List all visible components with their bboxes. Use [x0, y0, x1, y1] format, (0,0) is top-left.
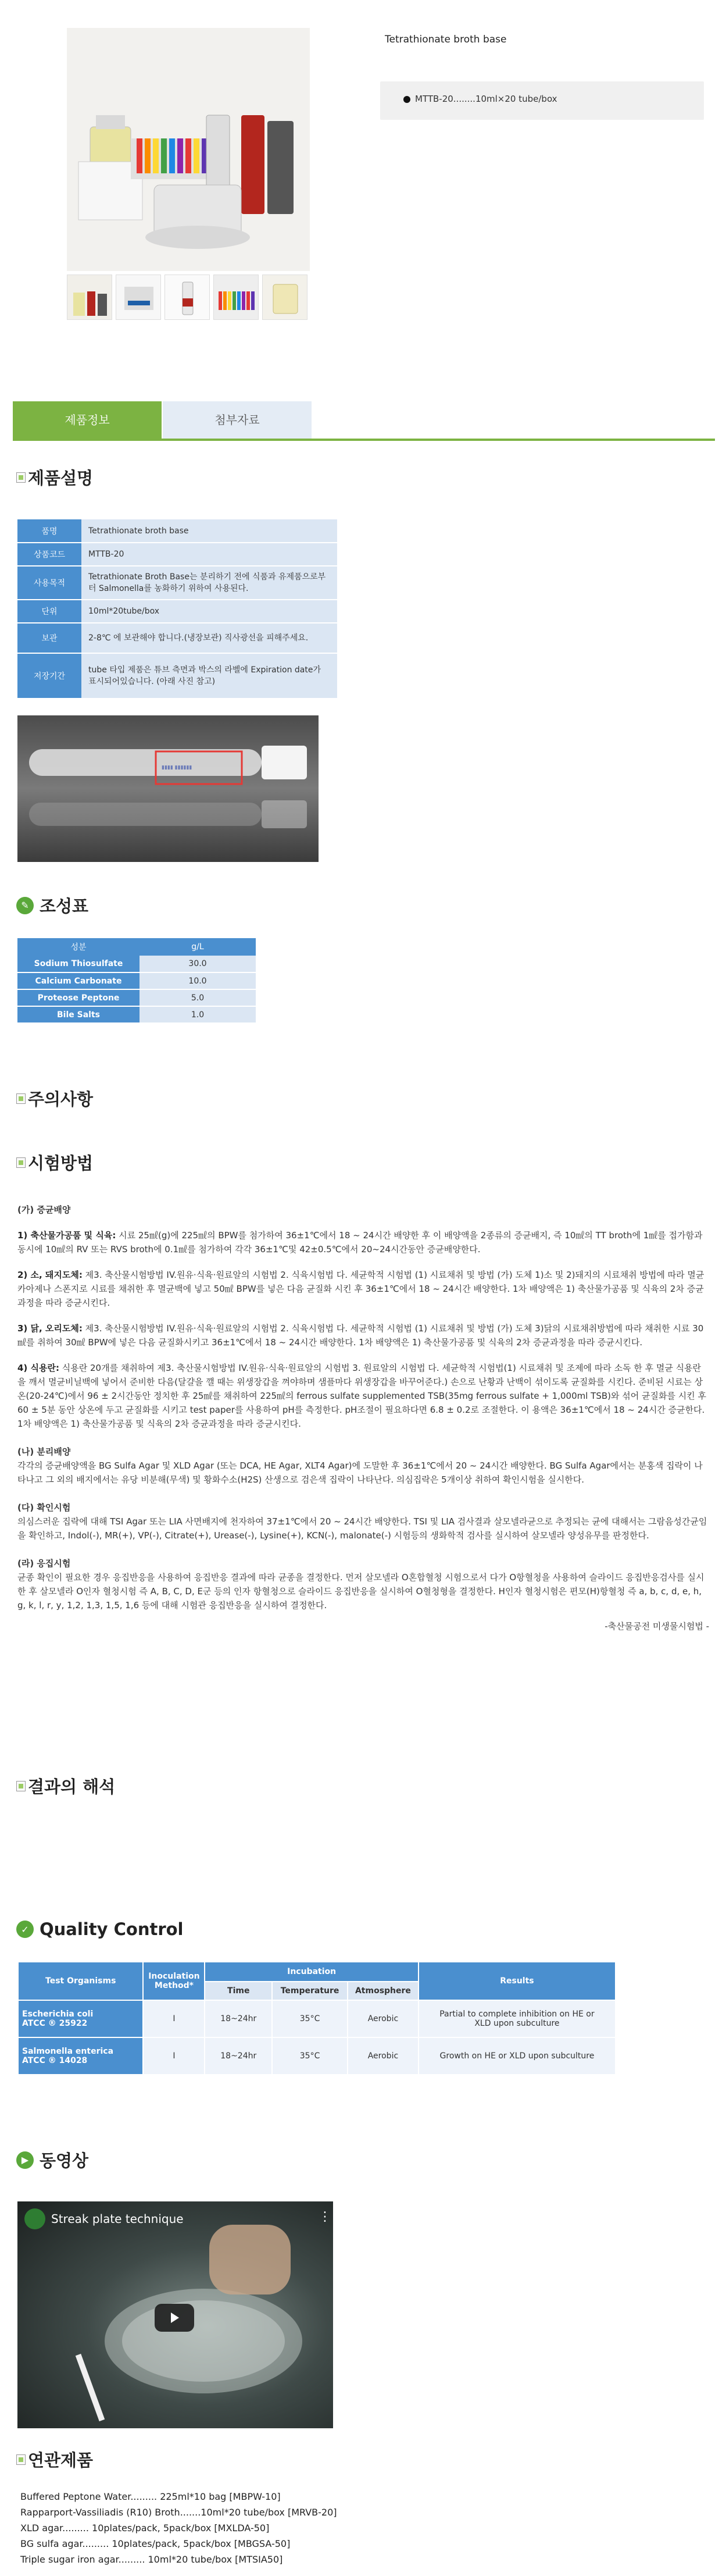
related-item[interactable]: BG sulfa agar......... 10plates/pack, 5pack/box [MBGSA-50]	[20, 2538, 291, 2549]
bullet-icon	[403, 96, 410, 103]
table-row: Escherichia coli ATCC ® 25922 I 18~24hr 35°C Aerobic Partial to complete inhibition on HE or XLD upon subculture	[18, 2000, 616, 2037]
table-row: Sodium Thiosulfate 30.0	[17, 956, 256, 972]
table-row: Calcium Carbonate 10.0	[17, 972, 256, 989]
thumbnail-5[interactable]	[262, 275, 307, 320]
product-option[interactable]	[380, 81, 704, 120]
section-qc-heading: ✓ Quality Control	[16, 1919, 184, 1939]
image-icon	[16, 1157, 26, 1168]
image-icon	[16, 1781, 26, 1791]
related-item[interactable]: Buffered Peptone Water......... 225ml*10 bag [MBPW-10]	[20, 2491, 281, 2502]
table-row: Bile Salts 1.0	[17, 1006, 256, 1023]
image-icon	[16, 472, 26, 483]
channel-avatar[interactable]	[24, 2208, 45, 2229]
clipboard-icon: ✓	[16, 1921, 34, 1938]
thumbnail-1[interactable]	[67, 275, 112, 320]
video-title[interactable]: Streak plate technique	[51, 2212, 184, 2226]
tab-underline	[13, 439, 715, 441]
tab-product-info[interactable]: 제품정보	[13, 401, 162, 439]
section-video-heading: ▶ 동영상	[16, 2148, 88, 2172]
thumbnail-2[interactable]	[116, 275, 161, 320]
more-options-icon[interactable]: ⋮	[319, 2210, 331, 2224]
option-label: MTTB-20........10ml×20 tube/box	[415, 94, 557, 104]
thumbnail-4[interactable]	[213, 275, 259, 320]
play-icon	[168, 2311, 181, 2324]
spec-table: 품명 Tetrathionate broth base 상품코드 MTTB-20 사용목적 Tetrathionate Broth Base는 분리하기 전에 식품과 유제품으로부터 Salmonella를 농화하기 위하여 사용된다. 단위 10ml*20tube/box 보관 2-8℃ 에 보관해야 합니다.(냉장보관) 직사광선을 피해주세요. 저장기간 tube 타입 제품은 튜브 측면과 박스의 라벨에 Expiration date가 표시되어있습니다. (아래 사진 참고)	[17, 519, 337, 699]
composition-table: 성분 g/L Sodium Thiosulfate 30.0 Calcium Carbonate 10.0 Proteose Peptone 5.0 Bile Salts 1.0	[17, 938, 256, 1024]
image-icon	[16, 2454, 26, 2465]
section-composition-heading: ✎ 조성표	[16, 893, 88, 917]
related-item[interactable]: Rapparport-Vassiliadis (R10) Broth.......10ml*20 tube/box [MRVB-20]	[20, 2507, 337, 2518]
svg-text:▮▮▮▮ ▮▮▮▮▮▮: ▮▮▮▮ ▮▮▮▮▮▮	[162, 765, 192, 771]
section-description-heading: 제품설명	[16, 465, 93, 489]
video-player[interactable]	[17, 2201, 333, 2428]
section-interpretation-heading: 결과의 해석	[16, 1774, 115, 1798]
section-method-heading: 시험방법	[16, 1150, 93, 1174]
play-button[interactable]	[155, 2304, 194, 2332]
tube-photo	[17, 715, 319, 862]
qc-table: Test Organisms Inoculation Method* Incubation Results Time Temperature Atmosphere Escherichia coli ATCC ® 25922 I 18~24hr 35°C Aerobic Partial to complete inhibition on HE or XLD upon subculture Salmonella enterica ATCC ® 14028 I 18~24hr 35°C Aerobic Growth on HE or XLD upon subculture	[17, 1961, 616, 2075]
product-main-image	[67, 28, 310, 271]
table-row: Salmonella enterica ATCC ® 14028 I 18~24hr 35°C Aerobic Growth on HE or XLD upon subculture	[18, 2037, 616, 2075]
pencil-icon: ✎	[16, 897, 34, 914]
product-title: Tetrathionate broth base	[385, 34, 507, 45]
tab-attachments[interactable]: 첨부자료	[163, 401, 312, 439]
image-icon	[16, 1093, 26, 1104]
related-item[interactable]: XLD agar......... 10plates/pack, 5pack/box [MXLDA-50]	[20, 2522, 270, 2534]
thumbnail-3[interactable]	[164, 275, 210, 320]
section-related-heading: 연관제품	[16, 2447, 93, 2471]
table-row: Proteose Peptone 5.0	[17, 989, 256, 1006]
method-text: (가) 증균배양 1) 축산물가공품 및 식육: 시료 25㎖(g)에 225㎖의 BPW를 첨가하여 36±1℃에서 18 ~ 24시간 배양한 후 이 배양액을 2종류의 증균배지, 즉 10㎖의 TT broth에 1㎖를 접가함과 동시에 10㎖의 RV 또는 RVS broth에 0.1㎖를 첨가하여 각각 36±1℃및 42±0.5℃에서 20~24시간동안 증균배양한다. 2) 소, 돼지도체: 제3. 축산물시험방법 IV.원유·식육·원료알의 시험법 2. 식육시험법 다. 세균학적 시험법 (1) 시료채취 및 방법 (가) 도체 1)소 및 2)돼지의 시료채취 방법에 따라 멸균카아제나 스폰지로 시료를 채취한 후 멸균백에 넣고 50㎖ BPW를 넣은 다음 균질화 시킨 후 36±1℃에서 18 ~ 24시간 배양한다. 1차 배양액은 1) 축산물가공품 및 식육의 2차 증균과정을 따라 증균시킨다. 3) 닭, 오리도체: 제3. 축산물시험방법 IV.원유·식육·원료알의 시험법 2. 식육시험법 다. 세균학적 시험법 (1) 시료채취 및 방법 (가) 도체 3)닭의 시료채취방법에 따라 채취한 시료 30㎖를 취하여 30㎖ BPW에 넣은 다음 균질화시키고 36±1℃에서 18 ~ 24시간 배양한다. 1차 배양액은 1) 축산물가공품 및 식육의 2차 증균과정을 따라 증균시킨다. 4) 식용란: 식용란 20개를 채취하여 제3. 축산물시험방법 IV.원유·식육·원료알의 시험법 3. 원료알의 시험법 다. 세균학적 시험법(1) 시료채취 및 조제에 따라 소독 한 후 멸균 식용란을 깨서 멸균비닐백에 넣어서 준비한 다음(달걀을 깰 때는 위생장갑을 껴야하며 샘플마다 위생장갑을 바꾸어준다.) 손으로 난황과 난백이 섞이도록 균질화를 시킨다. 준비된 시료는 상온(20-24℃)에서 96 ± 2시간동안 정치한 후 25㎖를 채취하여 225㎖의 ferrous sulfate supplemented TSB(35mg ferrous sulfate + 1,000ml TSB)와 섞어 균질화를 시킨 후 60 ± 5분 동안 상온에 두고 균질화를 시키고 test paper를 사용하여 pH를 측정한다. pH조절이 필요하다면 6.8 ± 0.2로 조절한다. 이 용액은 36±1℃에서 18 ~ 24시간 증균한다. 1차 배양액은 1) 축산물가공품 및 식육의 2차 증균과정을 따라 증균시킨다. (나) 분리배양 각각의 증균배양액을 BG Sulfa Agar 및 XLD Agar (또는 DCA, HE Agar, XLT4 Agar)에 도말한 후 36±1℃에서 20 ~ 24시간 배양한다. BG Sulfa Agar에서는 분홍색 집락이 나타나고 그 외의 배지에서는 유당 비분해(무색) 및 황화수소(H2S) 산생으로 검은색 집락이 나타난다. 의심집락은 5개이상 취하여 확인시험을 실시한다. (다) 확인시험 의심스러운 집락에 대해 TSI Agar 또는 LIA 사면배지에 천자하여 37±1℃에서 20 ~ 24시간 배양한다. TSI 및 LIA 검사결과 살모넬라균으로 추정되는 균에 대해서는 그람음성간균임을 확인하고, Indol(-), MR(+), VP(-), Citrate(+), Urease(-), Lysine(+), KCN(-), malonate(-) 시험등의 생화학적 검사를 실시하여 살모넬라 양성유무를 판정한다. (라) 응집시험 균종 확인이 필요한 경우 응집반응을 사용하여 응집반응 결과에 따라 균종을 결정한다. 먼저 살모넬라 O혼합혈청 시험으로서 다가 O항혈청을 사용하여 슬라이드 응집반응검사를 실시한 후 살모넬라 O인자 혈청시험 즉 A, B, C, D, E군 등의 인자 항혈청으로 슬라이드 응집반응을 실시하여 O혈청형을 결정한다. H인자 혈청시험은 편모(H)항혈청 즉 a, b, c, d, e, h, g, k, l, r, y, 1,2, 1,3, 1,5, 1,6 등에 대해 시험관 응집반응을 실시하여 결정한다. -축산물공전 미생물시험법 -	[17, 1205, 709, 1631]
section-caution-heading: 주의사항	[16, 1086, 93, 1110]
video-camera-icon: ▶	[16, 2151, 34, 2169]
related-item[interactable]: Triple sugar iron agar......... 10ml*20 tube/box [MTSIA50]	[20, 2554, 283, 2565]
